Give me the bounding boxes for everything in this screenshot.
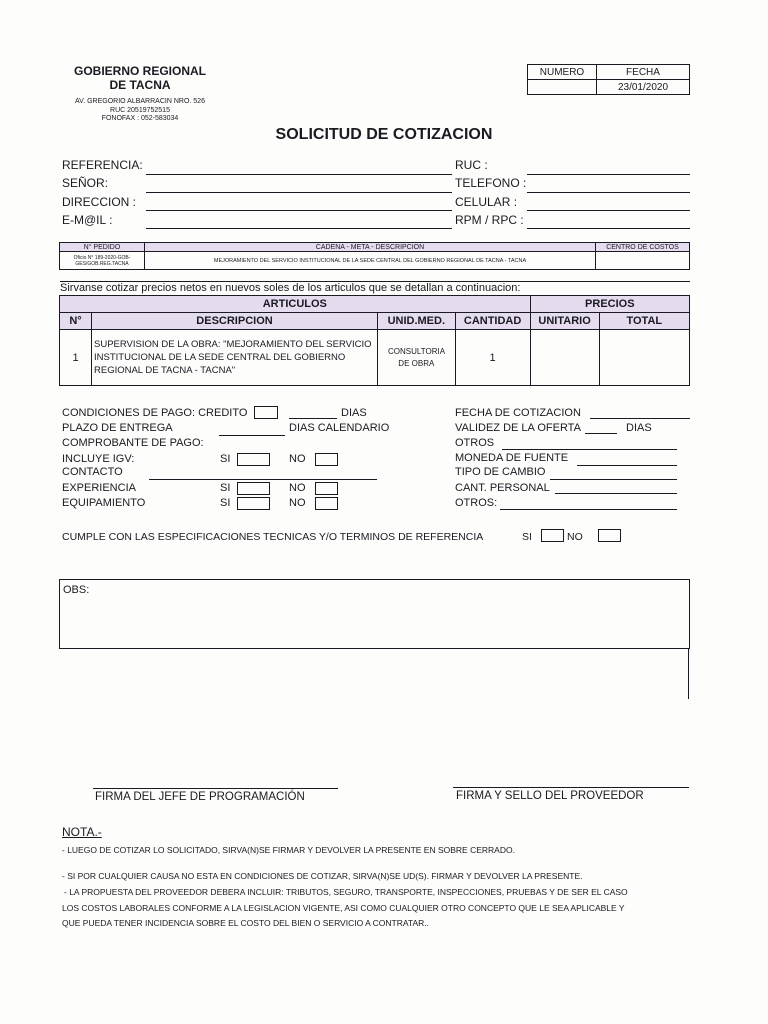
experiencia-no-checkbox[interactable] — [315, 482, 338, 495]
equipamiento-no-checkbox[interactable] — [315, 497, 338, 510]
igv-si-label: SI — [220, 453, 231, 465]
field-telefono-label: TELEFONO : — [455, 176, 527, 190]
row-total[interactable] — [599, 330, 689, 386]
moneda-input[interactable] — [577, 465, 677, 466]
number-date-box — [527, 64, 690, 95]
validez-label: VALIDEZ DE LA OFERTA — [455, 422, 581, 434]
pago-credito-checkbox[interactable] — [254, 406, 278, 419]
org-line2: DE TACNA — [109, 78, 171, 92]
field-email-label: E-M@IL : — [62, 213, 113, 227]
cumple-si-label: SI — [522, 531, 532, 543]
otros2-label: OTROS: — [455, 497, 498, 509]
pedido-header-centro: CENTRO DE COSTOS — [596, 243, 690, 252]
numero-label: NUMERO — [528, 65, 597, 80]
equipamiento-si-checkbox[interactable] — [237, 497, 270, 510]
col-total: TOTAL — [599, 313, 689, 330]
igv-no-label: NO — [289, 453, 306, 465]
nota-line-1: - LUEGO DE COTIZAR LO SOLICITADO, SIRVA(N)SE FIRMAR Y DEVOLVER LA PRESENTE EN SOBRE CERRADO. — [62, 845, 515, 855]
articulos-header: ARTICULOS — [60, 296, 531, 313]
col-descripcion: DESCRIPCION — [92, 313, 378, 330]
nota-line-5: QUE PUEDA TENER INCIDENCIA SOBRE EL COSTO DEL BIEN O SERVICIO A CONTRATAR.. — [62, 918, 430, 928]
obs-box-right-edge — [688, 649, 689, 699]
moneda-label: MONEDA DE FUENTE — [455, 452, 569, 464]
cant-personal-input[interactable] — [555, 493, 677, 494]
pedido-table — [59, 242, 690, 270]
col-numero: N° — [60, 313, 92, 330]
pedido-header-cadena: CADENA - META - DESCRIPCION — [145, 243, 596, 252]
otros2-input[interactable] — [500, 509, 677, 510]
field-referencia-input[interactable] — [146, 174, 452, 175]
experiencia-si-label: SI — [220, 482, 231, 494]
pedido-descripcion: MEJORAMIENTO DEL SERVICIO INSTITUCIONAL DE LA SEDE CENTRAL DEL GOBIERNO REGIONAL DE TACNA - TACNA — [145, 252, 596, 270]
signature-left-label: FIRMA DEL JEFE DE PROGRAMACIÓN — [95, 791, 305, 803]
fecha-cotizacion-input[interactable] — [590, 418, 690, 419]
row-cantidad: 1 — [455, 330, 530, 386]
signature-line-right — [453, 787, 689, 788]
contacto-label: CONTACTO — [62, 466, 123, 478]
col-unid-med: UNID.MED. — [378, 313, 456, 330]
tipo-cambio-label: TIPO DE CAMBIO — [455, 466, 546, 478]
nota-title: NOTA.- — [62, 825, 102, 839]
fecha-cotizacion-label: FECHA DE COTIZACION — [455, 407, 581, 419]
nota-line-2: - SI POR CUALQUIER CAUSA NO ESTA EN CONDICIONES DE COTIZAR, SIRVA(N)SE UD(S). FIRMAR Y DEVOLVER LA PRESENTE. — [62, 871, 583, 881]
field-telefono-input[interactable] — [527, 192, 690, 193]
numero-value[interactable] — [528, 80, 597, 95]
validez-input[interactable] — [585, 433, 617, 434]
row-descripcion: SUPERVISION DE LA OBRA: "MEJORAMIENTO DEL SERVICIO INSTITUCIONAL DE LA SEDE CENTRAL DEL GOBIERNO REGIONAL DE TACNA - TACNA" — [92, 330, 378, 386]
igv-label: INCLUYE IGV: — [62, 453, 135, 465]
org-name — [60, 64, 220, 92]
pago-label: CONDICIONES DE PAGO: CREDITO — [62, 407, 248, 419]
row-unid-med: CONSULTORIA DE OBRA — [378, 330, 456, 386]
pedido-centro-costos[interactable] — [596, 252, 690, 270]
field-senor-label: SEÑOR: — [62, 176, 109, 190]
field-celular-input[interactable] — [527, 210, 690, 211]
plazo-dias-label: DIAS CALENDARIO — [289, 422, 390, 434]
plazo-label: PLAZO DE ENTREGA — [62, 422, 173, 434]
obs-label: OBS: — [63, 584, 90, 596]
pago-dias-label: DIAS — [341, 407, 367, 419]
experiencia-label: EXPERIENCIA — [62, 482, 136, 494]
obs-box[interactable] — [59, 579, 690, 649]
field-rpm-input[interactable] — [527, 228, 690, 229]
field-ruc-input[interactable] — [527, 174, 690, 175]
field-senor-input[interactable] — [146, 192, 452, 193]
tipo-cambio-input[interactable] — [550, 479, 677, 480]
nota-line-3: - LA PROPUESTA DEL PROVEEDOR DEBERA INCLUIR: TRIBUTOS, SEGURO, TRANSPORTE, INSPECCIONES, PRUEBAS Y DE SER EL CASO — [64, 887, 628, 897]
pago-dias-input[interactable] — [289, 418, 337, 419]
field-email-input[interactable] — [146, 228, 452, 229]
otros1-label: OTROS — [455, 437, 495, 449]
igv-si-checkbox[interactable] — [237, 453, 270, 466]
col-unitario: UNITARIO — [530, 313, 599, 330]
row-numero: 1 — [60, 330, 92, 386]
cant-personal-label: CANT. PERSONAL — [455, 482, 550, 494]
precios-header: PRECIOS — [530, 296, 689, 313]
igv-no-checkbox[interactable] — [315, 453, 338, 466]
field-direccion-input[interactable] — [146, 210, 452, 211]
table-row — [60, 330, 690, 386]
comprobante-label: COMPROBANTE DE PAGO: — [62, 437, 204, 449]
org-ruc: RUC 20519752515 — [110, 106, 170, 114]
nota-line-4: LOS COSTOS LABORALES CONFORME A LA LEGISLACION VIGENTE, ASI COMO CUALQUIER OTRO CONCEPTO QUE LE SEA APLICABLE Y — [62, 903, 625, 913]
instruction-text: Sirvanse cotizar precios netos en nuevos soles de los articulos que se detallan a continuacion: — [60, 281, 690, 294]
field-ruc-label: RUC : — [455, 158, 488, 172]
experiencia-no-label: NO — [289, 482, 306, 494]
cumple-label: CUMPLE CON LAS ESPECIFICACIONES TECNICAS Y/O TERMINOS DE REFERENCIA — [62, 531, 484, 543]
cumple-si-checkbox[interactable] — [541, 529, 564, 542]
field-celular-label: CELULAR : — [455, 195, 518, 209]
org-address: AV. GREGORIO ALBARRACIN NRO. 526 — [75, 98, 205, 105]
field-referencia-label: REFERENCIA: — [62, 158, 143, 172]
equipamiento-label: EQUIPAMIENTO — [62, 497, 146, 509]
fecha-label: FECHA — [597, 65, 690, 80]
org-address-block — [60, 98, 220, 124]
fecha-value[interactable]: 23/01/2020 — [597, 80, 690, 95]
signature-line-left — [93, 788, 338, 789]
equipamiento-no-label: NO — [289, 497, 306, 509]
equipamiento-si-label: SI — [220, 497, 231, 509]
signature-right-label: FIRMA Y SELLO DEL PROVEEDOR — [456, 790, 644, 802]
pedido-header-numero: N° PEDIDO — [60, 243, 145, 252]
page-title: SOLICITUD DE COTIZACION — [275, 126, 493, 143]
validez-dias-label: DIAS — [626, 422, 652, 434]
cumple-no-checkbox[interactable] — [598, 529, 621, 542]
plazo-input[interactable] — [219, 435, 285, 436]
contacto-input[interactable] — [149, 479, 377, 480]
org-phone: FONOFAX : 052-583034 — [101, 115, 179, 122]
org-line1: GOBIERNO REGIONAL — [73, 64, 206, 78]
items-table — [59, 295, 690, 386]
field-rpm-label: RPM / RPC : — [455, 213, 524, 227]
field-direccion-label: DIRECCION : — [62, 195, 137, 209]
cumple-no-label: NO — [567, 531, 583, 543]
row-unitario[interactable] — [530, 330, 599, 386]
col-cantidad: CANTIDAD — [455, 313, 530, 330]
otros1-input[interactable] — [502, 449, 677, 450]
pedido-oficio: Oficio N° 189-2020-GOB-GES/GOB.REG.TACNA — [60, 252, 145, 270]
experiencia-si-checkbox[interactable] — [237, 482, 270, 495]
